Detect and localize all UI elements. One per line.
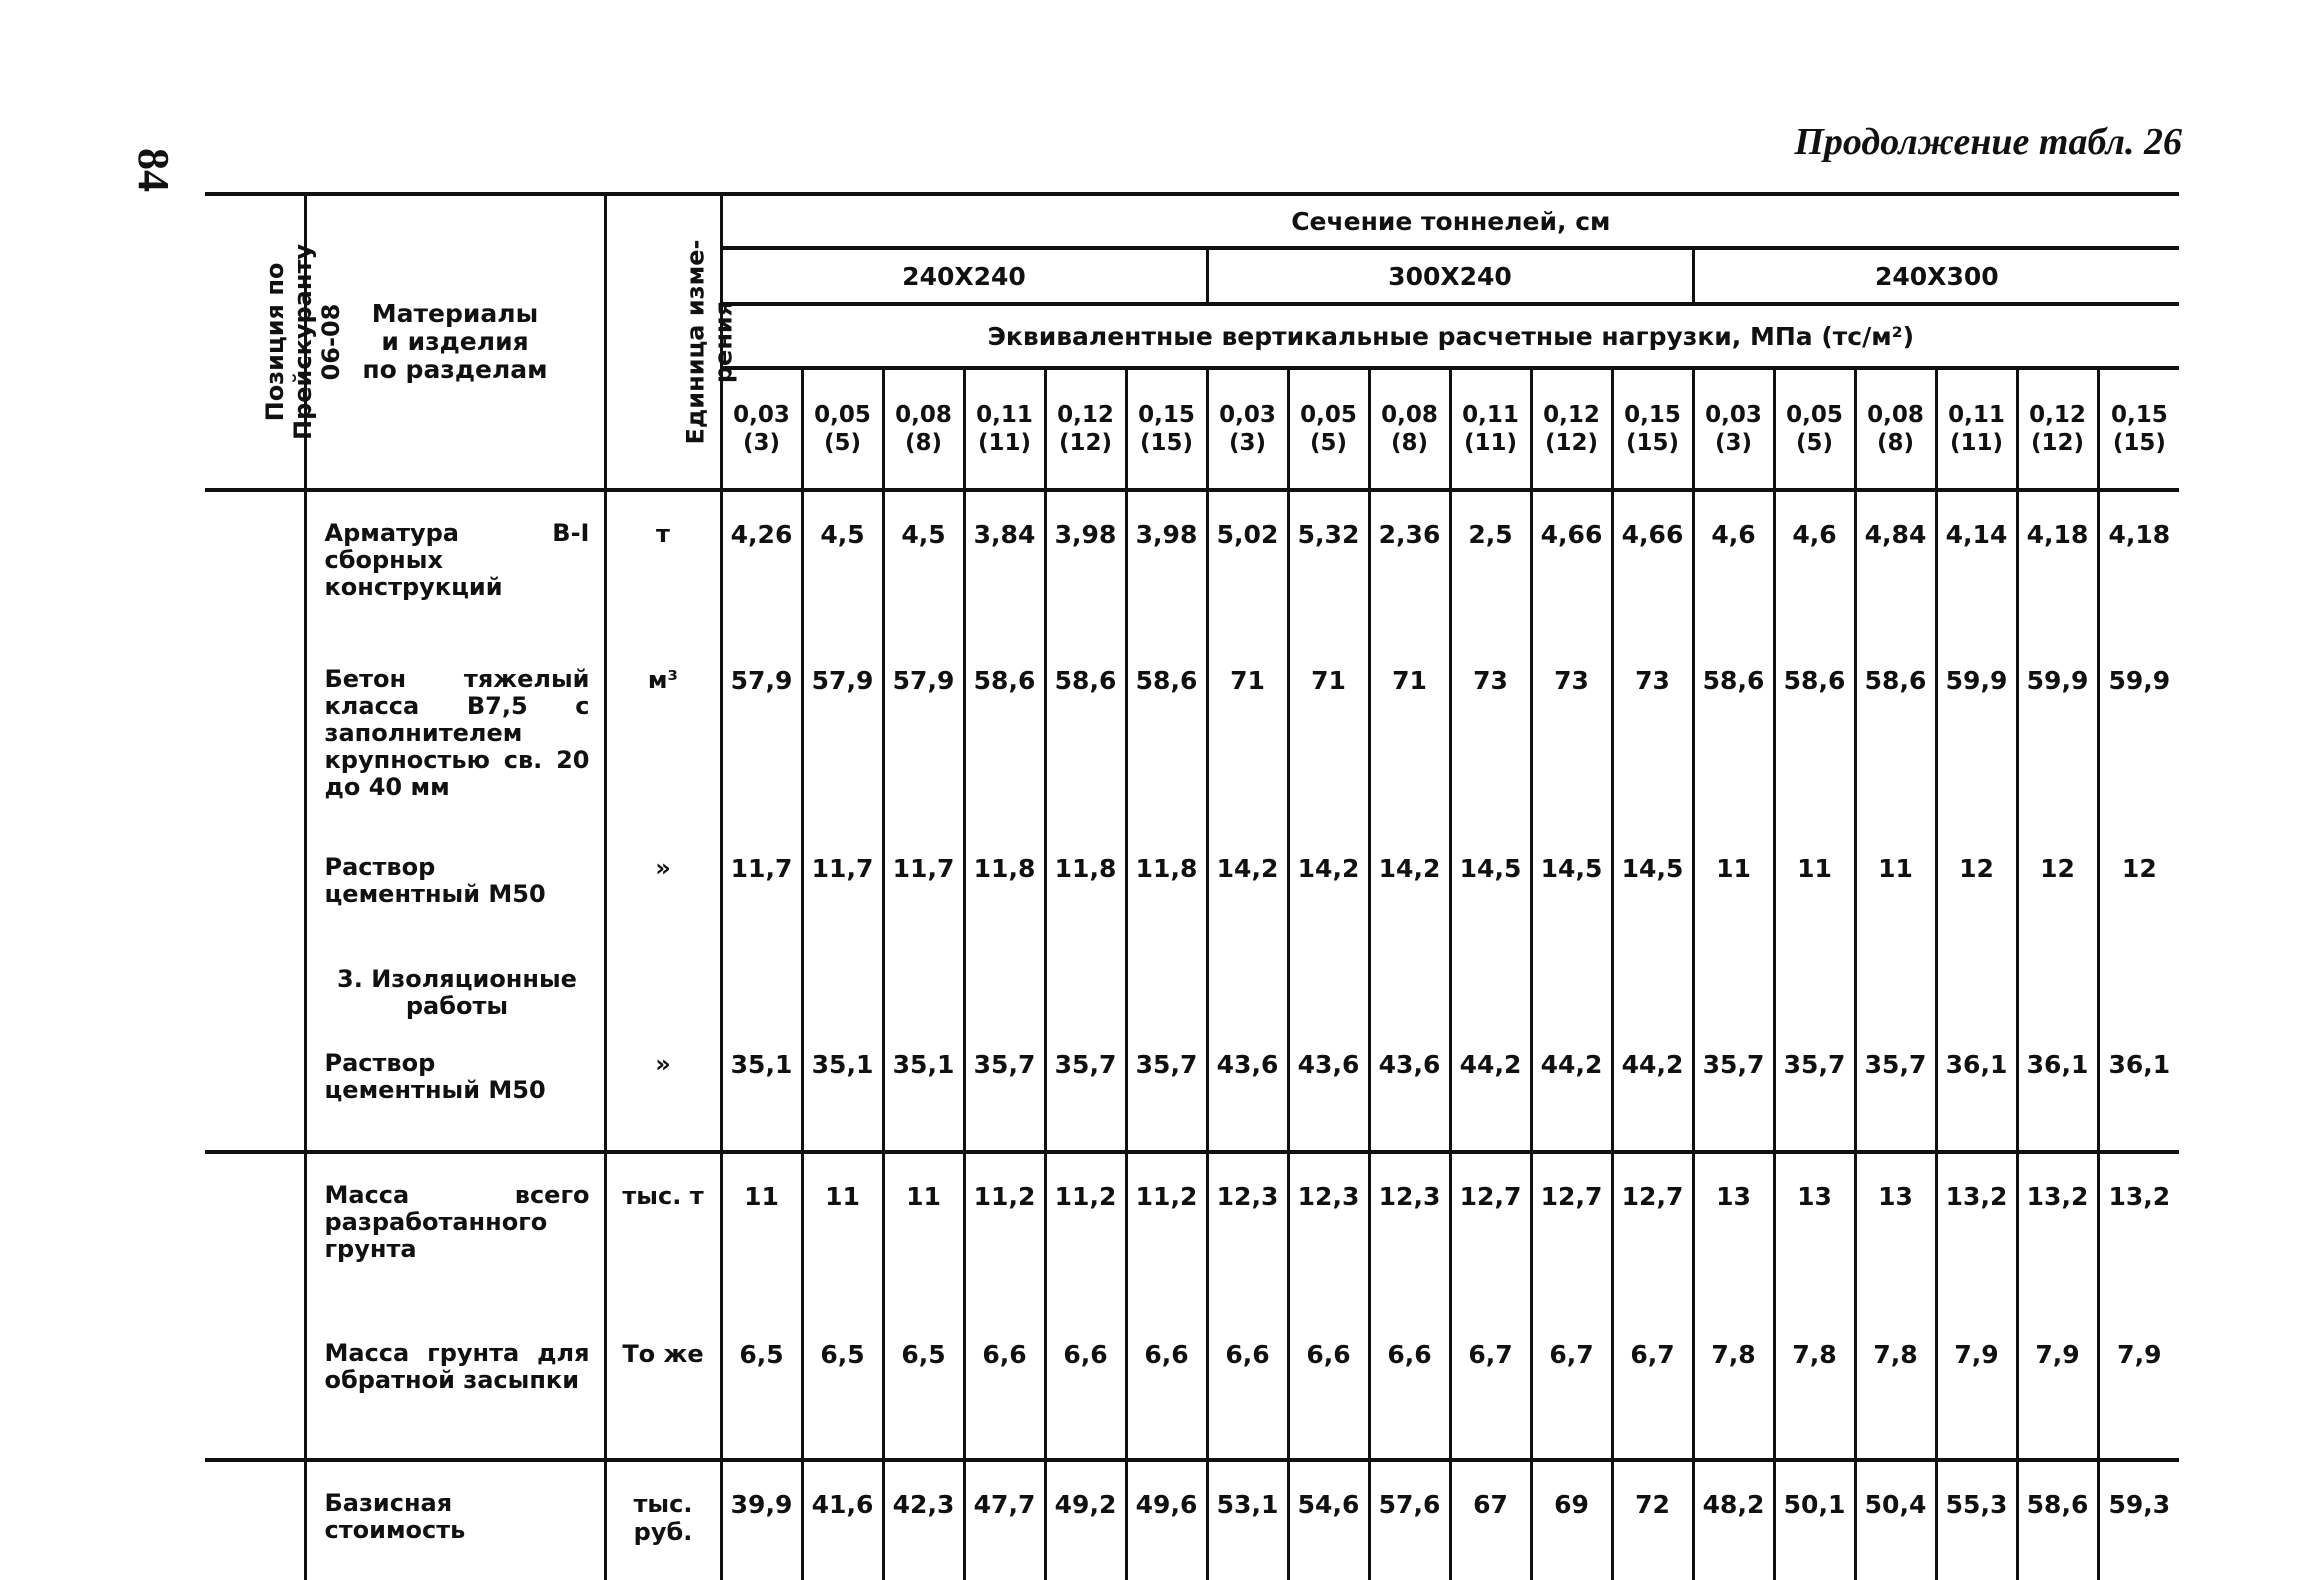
- position-cell: [205, 1460, 305, 1580]
- value-cell: 73: [1612, 638, 1693, 826]
- table-row: [205, 1022, 2179, 1152]
- load-param-tc: (12): [2030, 430, 2085, 456]
- unit-header: Единица изме- рения: [605, 194, 721, 490]
- load-param-header: [2017, 368, 2098, 490]
- value-cell: 11: [721, 1152, 802, 1312]
- value-cell: [2017, 938, 2098, 1022]
- value-cell: 55,3: [1936, 1460, 2017, 1580]
- load-param-tc: (8): [904, 430, 943, 456]
- load-param-header: [1774, 368, 1855, 490]
- value-cell: 7,9: [1936, 1312, 2017, 1460]
- value-cell: 36,1: [2017, 1022, 2098, 1152]
- value-cell: 4,18: [2017, 490, 2098, 638]
- value-cell: [964, 938, 1045, 1022]
- unit-cell: м³: [605, 638, 721, 826]
- value-cell: [1450, 938, 1531, 1022]
- value-cell: 3,98: [1126, 490, 1207, 638]
- load-param-header: [1855, 368, 1936, 490]
- value-cell: 58,6: [1126, 638, 1207, 826]
- table-row: [205, 638, 2179, 826]
- load-param-value: 0,05: [1300, 402, 1357, 428]
- value-cell: 71: [1207, 638, 1288, 826]
- value-cell: 11: [883, 1152, 964, 1312]
- value-cell: 50,4: [1855, 1460, 1936, 1580]
- value-cell: 54,6: [1288, 1460, 1369, 1580]
- page-number: 84: [129, 148, 178, 192]
- value-cell: 6,6: [964, 1312, 1045, 1460]
- load-param-tc: (15): [1625, 430, 1680, 456]
- section-title: Сечение тоннелей, см: [721, 194, 2179, 248]
- table-row: [205, 1152, 2179, 1312]
- position-header: Позиция по Прейскуранту 06-08: [205, 194, 305, 490]
- value-cell: [1045, 938, 1126, 1022]
- value-cell: 13,2: [1936, 1152, 2017, 1312]
- value-cell: 59,9: [1936, 638, 2017, 826]
- value-cell: 14,2: [1288, 826, 1369, 938]
- value-cell: 13: [1693, 1152, 1774, 1312]
- value-cell: 12,7: [1450, 1152, 1531, 1312]
- value-cell: 11,8: [1045, 826, 1126, 938]
- value-cell: 6,5: [883, 1312, 964, 1460]
- data-table: [205, 192, 2179, 1580]
- value-cell: 6,5: [802, 1312, 883, 1460]
- value-cell: 4,5: [802, 490, 883, 638]
- value-cell: [1126, 938, 1207, 1022]
- value-cell: 59,9: [2098, 638, 2179, 826]
- value-cell: 12,7: [1531, 1152, 1612, 1312]
- value-cell: 35,7: [1045, 1022, 1126, 1152]
- load-param-header: [1288, 368, 1369, 490]
- value-cell: 12: [2098, 826, 2179, 938]
- value-cell: 67: [1450, 1460, 1531, 1580]
- value-cell: 11: [1855, 826, 1936, 938]
- load-param-value: 0,15: [1138, 402, 1195, 428]
- value-cell: 57,6: [1369, 1460, 1450, 1580]
- value-cell: 11,2: [964, 1152, 1045, 1312]
- value-cell: 35,1: [721, 1022, 802, 1152]
- value-cell: 11: [1774, 826, 1855, 938]
- value-cell: 53,1: [1207, 1460, 1288, 1580]
- load-param-tc: (15): [2112, 430, 2166, 456]
- value-cell: 14,5: [1531, 826, 1612, 938]
- value-cell: 12,3: [1369, 1152, 1450, 1312]
- value-cell: 58,6: [1774, 638, 1855, 826]
- value-cell: 12: [2017, 826, 2098, 938]
- unit-cell: То же: [605, 1312, 721, 1460]
- value-cell: 4,84: [1855, 490, 1936, 638]
- value-cell: [883, 938, 964, 1022]
- value-cell: 73: [1531, 638, 1612, 826]
- value-cell: 71: [1288, 638, 1369, 826]
- value-cell: 4,14: [1936, 490, 2017, 638]
- materials-header: Материалы и изделия по разделам: [305, 194, 605, 490]
- material-cell: Раствор цементный М50: [305, 826, 605, 938]
- value-cell: [721, 938, 802, 1022]
- material-cell: Раствор цементный М50: [305, 1022, 605, 1152]
- load-title: Эквивалентные вертикальные расчетные нагрузки, МПа (тс/м²): [721, 304, 2179, 368]
- table-row: [205, 826, 2179, 938]
- load-param-tc: (11): [977, 430, 1032, 456]
- value-cell: [2098, 938, 2179, 1022]
- value-cell: 4,6: [1693, 490, 1774, 638]
- value-cell: 7,8: [1774, 1312, 1855, 1460]
- value-cell: 7,8: [1855, 1312, 1936, 1460]
- value-cell: 3,98: [1045, 490, 1126, 638]
- value-cell: 6,6: [1369, 1312, 1450, 1460]
- position-cell: [205, 1312, 305, 1460]
- load-param-tc: (3): [742, 430, 781, 456]
- value-cell: 35,1: [802, 1022, 883, 1152]
- load-param-tc: (5): [1309, 430, 1348, 456]
- position-cell: [205, 490, 305, 638]
- value-cell: 48,2: [1693, 1460, 1774, 1580]
- value-cell: 43,6: [1288, 1022, 1369, 1152]
- value-cell: [1207, 938, 1288, 1022]
- load-param-value: 0,03: [1219, 402, 1276, 428]
- load-param-header: [1531, 368, 1612, 490]
- value-cell: 57,9: [883, 638, 964, 826]
- load-param-value: 0,11: [1462, 402, 1519, 428]
- position-cell: [205, 826, 305, 938]
- load-param-tc: (8): [1390, 430, 1429, 456]
- table-caption: Продолжение табл. 26: [1794, 121, 2182, 163]
- value-cell: 69: [1531, 1460, 1612, 1580]
- value-cell: 5,32: [1288, 490, 1369, 638]
- value-cell: 13,2: [2017, 1152, 2098, 1312]
- material-cell: Бетон тяжелый класса В7,5 с заполнителем крупностью св. 20 до 40 мм: [305, 638, 605, 826]
- section-heading: 3. Изоляционные работы: [305, 938, 605, 1022]
- load-param-header: [1207, 368, 1288, 490]
- load-param-tc: (11): [1463, 430, 1518, 456]
- value-cell: 13: [1774, 1152, 1855, 1312]
- value-cell: 5,02: [1207, 490, 1288, 638]
- value-cell: 6,6: [1207, 1312, 1288, 1460]
- value-cell: 12,3: [1288, 1152, 1369, 1312]
- load-param-value: 0,15: [2110, 402, 2168, 428]
- dimension-header: 300Х240: [1207, 248, 1693, 304]
- value-cell: 11: [1693, 826, 1774, 938]
- dimension-header: 240Х300: [1693, 248, 2179, 304]
- value-cell: 41,6: [802, 1460, 883, 1580]
- load-param-value: 0,12: [1543, 402, 1600, 428]
- table-row: [205, 1460, 2179, 1580]
- load-param-value: 0,08: [1381, 402, 1438, 428]
- value-cell: 6,7: [1612, 1312, 1693, 1460]
- load-param-value: 0,05: [814, 402, 871, 428]
- load-param-tc: (3): [1714, 430, 1753, 456]
- value-cell: [1936, 938, 2017, 1022]
- load-param-value: 0,11: [1948, 402, 2005, 428]
- value-cell: 4,6: [1774, 490, 1855, 638]
- load-param-value: 0,12: [1057, 402, 1114, 428]
- dimension-header: 240Х240: [721, 248, 1207, 304]
- value-cell: 49,6: [1126, 1460, 1207, 1580]
- value-cell: 57,9: [721, 638, 802, 826]
- value-cell: 12,7: [1612, 1152, 1693, 1312]
- value-cell: 11,7: [721, 826, 802, 938]
- unit-cell: т: [605, 490, 721, 638]
- value-cell: 14,5: [1612, 826, 1693, 938]
- load-param-header: [1936, 368, 2017, 490]
- value-cell: 73: [1450, 638, 1531, 826]
- value-cell: 43,6: [1207, 1022, 1288, 1152]
- value-cell: [1693, 938, 1774, 1022]
- unit-cell: тыс. руб.: [605, 1460, 721, 1580]
- value-cell: 11,7: [802, 826, 883, 938]
- value-cell: 11,2: [1126, 1152, 1207, 1312]
- value-cell: 58,6: [2017, 1460, 2098, 1580]
- unit-cell: »: [605, 1022, 721, 1152]
- load-param-tc: (5): [823, 430, 862, 456]
- table-row: [205, 490, 2179, 638]
- value-cell: 7,9: [2098, 1312, 2179, 1460]
- value-cell: 6,6: [1126, 1312, 1207, 1460]
- value-cell: 4,26: [721, 490, 802, 638]
- value-cell: [1612, 938, 1693, 1022]
- table-row: [205, 938, 2179, 1022]
- value-cell: 59,9: [2017, 638, 2098, 826]
- value-cell: 11,8: [964, 826, 1045, 938]
- value-cell: 49,2: [1045, 1460, 1126, 1580]
- value-cell: 12,3: [1207, 1152, 1288, 1312]
- value-cell: 14,2: [1207, 826, 1288, 938]
- material-cell: Масса всего разработанного грунта: [305, 1152, 605, 1312]
- value-cell: 36,1: [2098, 1022, 2179, 1152]
- load-param-value: 0,12: [2029, 402, 2086, 428]
- value-cell: 12: [1936, 826, 2017, 938]
- value-cell: 43,6: [1369, 1022, 1450, 1152]
- load-param-header: [1045, 368, 1126, 490]
- value-cell: 36,1: [1936, 1022, 2017, 1152]
- load-param-value: 0,05: [1786, 402, 1843, 428]
- value-cell: 3,84: [964, 490, 1045, 638]
- value-cell: 6,6: [1288, 1312, 1369, 1460]
- load-param-value: 0,03: [733, 402, 790, 428]
- value-cell: 6,7: [1531, 1312, 1612, 1460]
- material-cell: Базисная стоимость: [305, 1460, 605, 1580]
- value-cell: 4,66: [1612, 490, 1693, 638]
- position-cell: [205, 938, 305, 1022]
- load-param-tc: (11): [1949, 430, 2004, 456]
- position-cell: [205, 638, 305, 826]
- value-cell: 35,7: [1855, 1022, 1936, 1152]
- value-cell: 2,5: [1450, 490, 1531, 638]
- load-param-header: [1612, 368, 1693, 490]
- unit-cell: тыс. т: [605, 1152, 721, 1312]
- value-cell: 35,7: [1126, 1022, 1207, 1152]
- value-cell: 7,8: [1693, 1312, 1774, 1460]
- value-cell: 11,8: [1126, 826, 1207, 938]
- value-cell: 11: [802, 1152, 883, 1312]
- material-cell: Арматура В-I сборных конструкций: [305, 490, 605, 638]
- value-cell: 58,6: [1045, 638, 1126, 826]
- value-cell: 39,9: [721, 1460, 802, 1580]
- load-param-value: 0,11: [976, 402, 1033, 428]
- value-cell: 35,7: [964, 1022, 1045, 1152]
- value-cell: 11,2: [1045, 1152, 1126, 1312]
- value-cell: 7,9: [2017, 1312, 2098, 1460]
- load-param-header: [964, 368, 1045, 490]
- value-cell: 47,7: [964, 1460, 1045, 1580]
- value-cell: 44,2: [1612, 1022, 1693, 1152]
- value-cell: 72: [1612, 1460, 1693, 1580]
- value-cell: [1369, 938, 1450, 1022]
- value-cell: 2,36: [1369, 490, 1450, 638]
- value-cell: [1774, 938, 1855, 1022]
- load-param-tc: (12): [1058, 430, 1113, 456]
- load-param-header: [1369, 368, 1450, 490]
- load-param-header: [802, 368, 883, 490]
- load-param-tc: (15): [1139, 430, 1194, 456]
- value-cell: [1531, 938, 1612, 1022]
- value-cell: 44,2: [1531, 1022, 1612, 1152]
- load-param-value: 0,15: [1624, 402, 1681, 428]
- value-cell: 11,7: [883, 826, 964, 938]
- load-param-header: [2098, 368, 2179, 490]
- value-cell: 35,1: [883, 1022, 964, 1152]
- value-cell: 59,3: [2098, 1460, 2179, 1580]
- load-param-header: [883, 368, 964, 490]
- value-cell: 6,5: [721, 1312, 802, 1460]
- value-cell: 44,2: [1450, 1022, 1531, 1152]
- load-param-header: [1693, 368, 1774, 490]
- value-cell: 13: [1855, 1152, 1936, 1312]
- value-cell: [1855, 938, 1936, 1022]
- load-param-value: 0,08: [1867, 402, 1924, 428]
- value-cell: 50,1: [1774, 1460, 1855, 1580]
- value-cell: 13,2: [2098, 1152, 2179, 1312]
- value-cell: 35,7: [1774, 1022, 1855, 1152]
- load-param-tc: (3): [1228, 430, 1267, 456]
- value-cell: 6,6: [1045, 1312, 1126, 1460]
- value-cell: 6,7: [1450, 1312, 1531, 1460]
- material-cell: Масса грунта для обратной засыпки: [305, 1312, 605, 1460]
- value-cell: 71: [1369, 638, 1450, 826]
- value-cell: 42,3: [883, 1460, 964, 1580]
- value-cell: 4,5: [883, 490, 964, 638]
- value-cell: 35,7: [1693, 1022, 1774, 1152]
- value-cell: [802, 938, 883, 1022]
- load-param-header: [1126, 368, 1207, 490]
- value-cell: 14,5: [1450, 826, 1531, 938]
- value-cell: [1288, 938, 1369, 1022]
- value-cell: 14,2: [1369, 826, 1450, 938]
- unit-cell: [605, 938, 721, 1022]
- value-cell: 57,9: [802, 638, 883, 826]
- position-cell: [205, 1152, 305, 1312]
- load-param-value: 0,08: [895, 402, 952, 428]
- load-param-tc: (5): [1795, 430, 1834, 456]
- value-cell: 4,66: [1531, 490, 1612, 638]
- table-row: [205, 1312, 2179, 1460]
- position-cell: [205, 1022, 305, 1152]
- load-param-value: 0,03: [1705, 402, 1762, 428]
- load-param-tc: (12): [1544, 430, 1599, 456]
- value-cell: 58,6: [1855, 638, 1936, 826]
- load-param-header: [1450, 368, 1531, 490]
- value-cell: 58,6: [1693, 638, 1774, 826]
- value-cell: 58,6: [964, 638, 1045, 826]
- load-param-tc: (8): [1876, 430, 1915, 456]
- unit-cell: »: [605, 826, 721, 938]
- value-cell: 4,18: [2098, 490, 2179, 638]
